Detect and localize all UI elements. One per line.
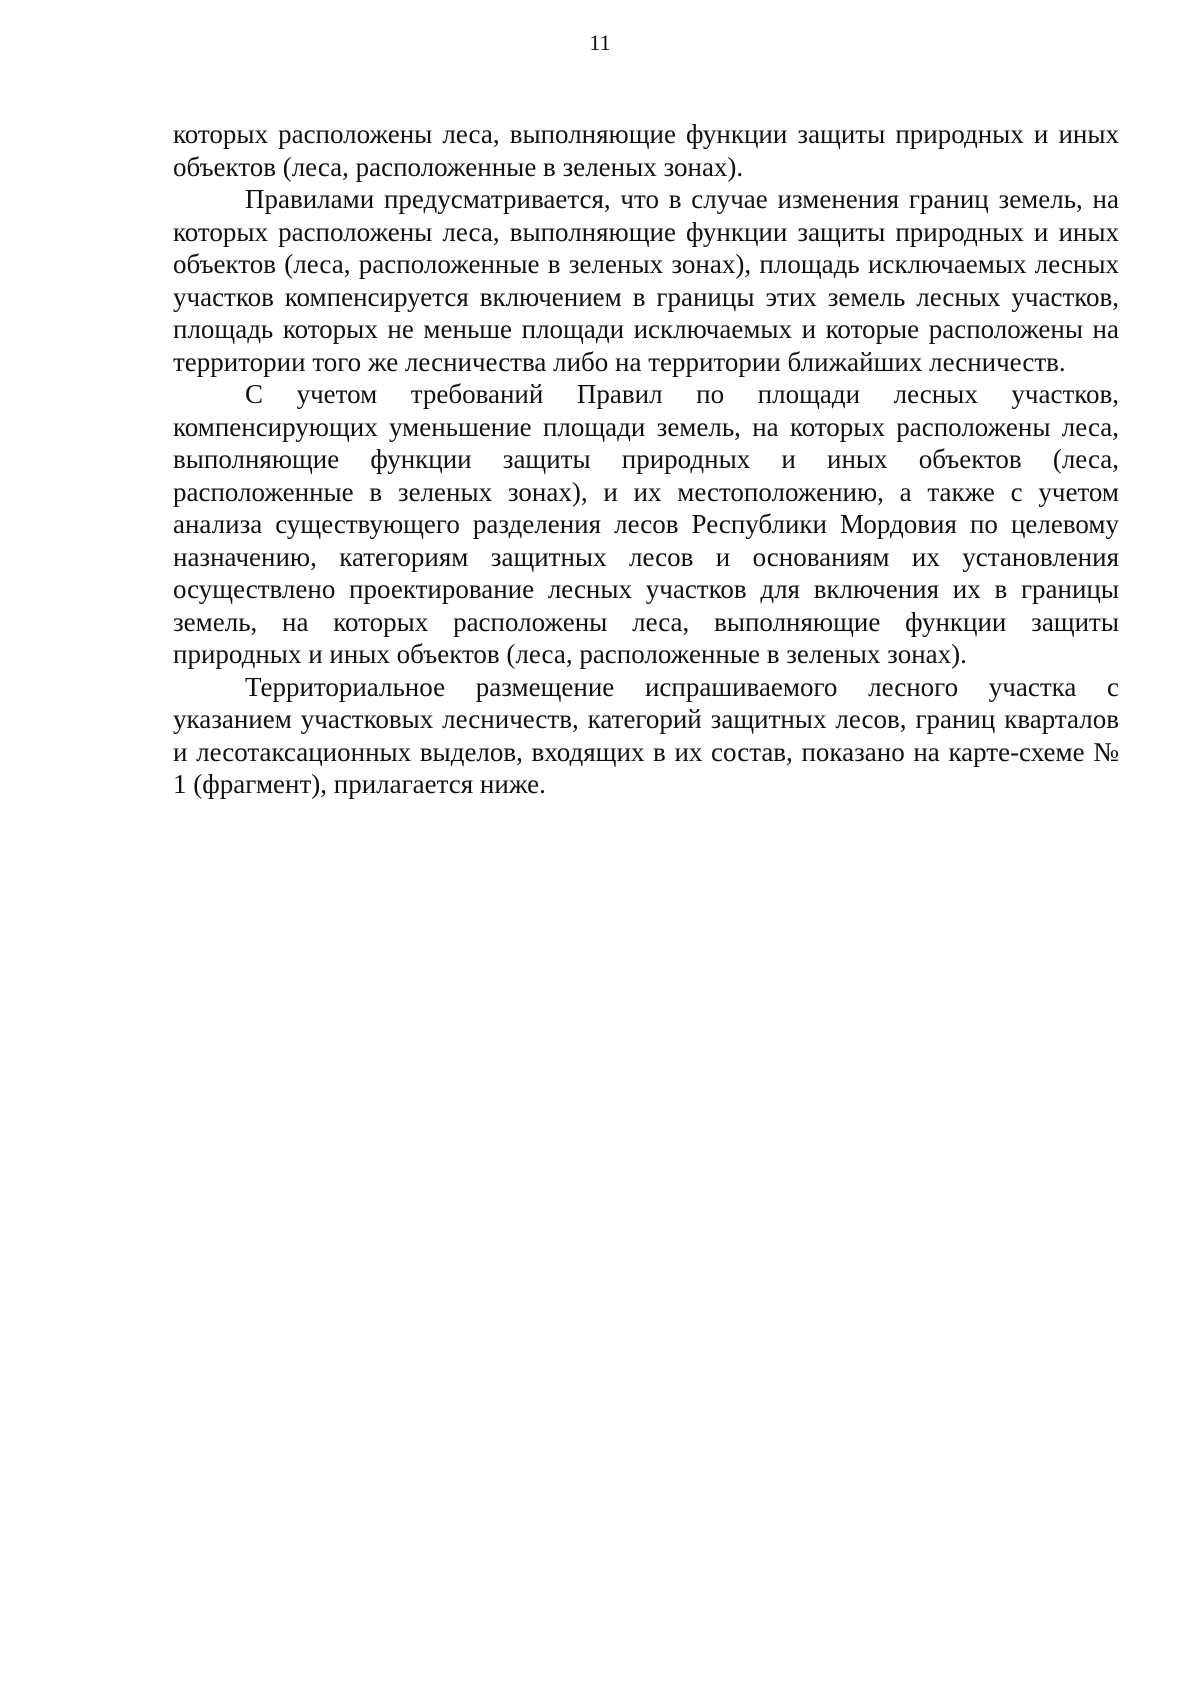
paragraph-continuation: которых расположены леса, выполняющие функции защиты природных и иных объектов (леса, расположенные в зеленых зонах). bbox=[173, 119, 1119, 182]
paragraph-placement: Территориальное размещение испрашиваемого лесного участка с указанием участковых лесничеств, категорий защитных лесов, границ кварталов и лесотаксационных выделов, входящих в их состав, показано на карте-схеме № 1 (фрагмент), прилагается ниже. bbox=[173, 671, 1119, 799]
page-number: 11 bbox=[589, 30, 611, 55]
paragraph-rules: Правилами предусматривается, что в случае изменения границ земель, на которых расположены леса, выполняющие функции защиты природных и иных объектов (леса, расположенные в зеленых зонах), площадь исключаемых лесных участков компенсируется включением в границы этих земель лесных участков, площадь которых не меньше площади исключаемых и которые расположены на территории того же лесничества либо на территории ближайших лесничеств. bbox=[173, 184, 1119, 377]
paragraph-requirements: С учетом требований Правил по площади лесных участков, компенсирующих уменьшение площади земель, на которых расположены леса, выполняющие функции защиты природных и иных объектов (леса, расположенные в зеленых зонах), и их местоположению, а также с учетом анализа существующего разделения лесов Республики Мордовия по целевому назначению, категориям защитных лесов и основаниям их установления осуществлено проектирование лесных участков для включения их в границы земель, на которых расположены леса, выполняющие функции защиты природных и иных объектов (леса, расположенные в зеленых зонах). bbox=[173, 379, 1119, 669]
document-body bbox=[173, 118, 1119, 801]
